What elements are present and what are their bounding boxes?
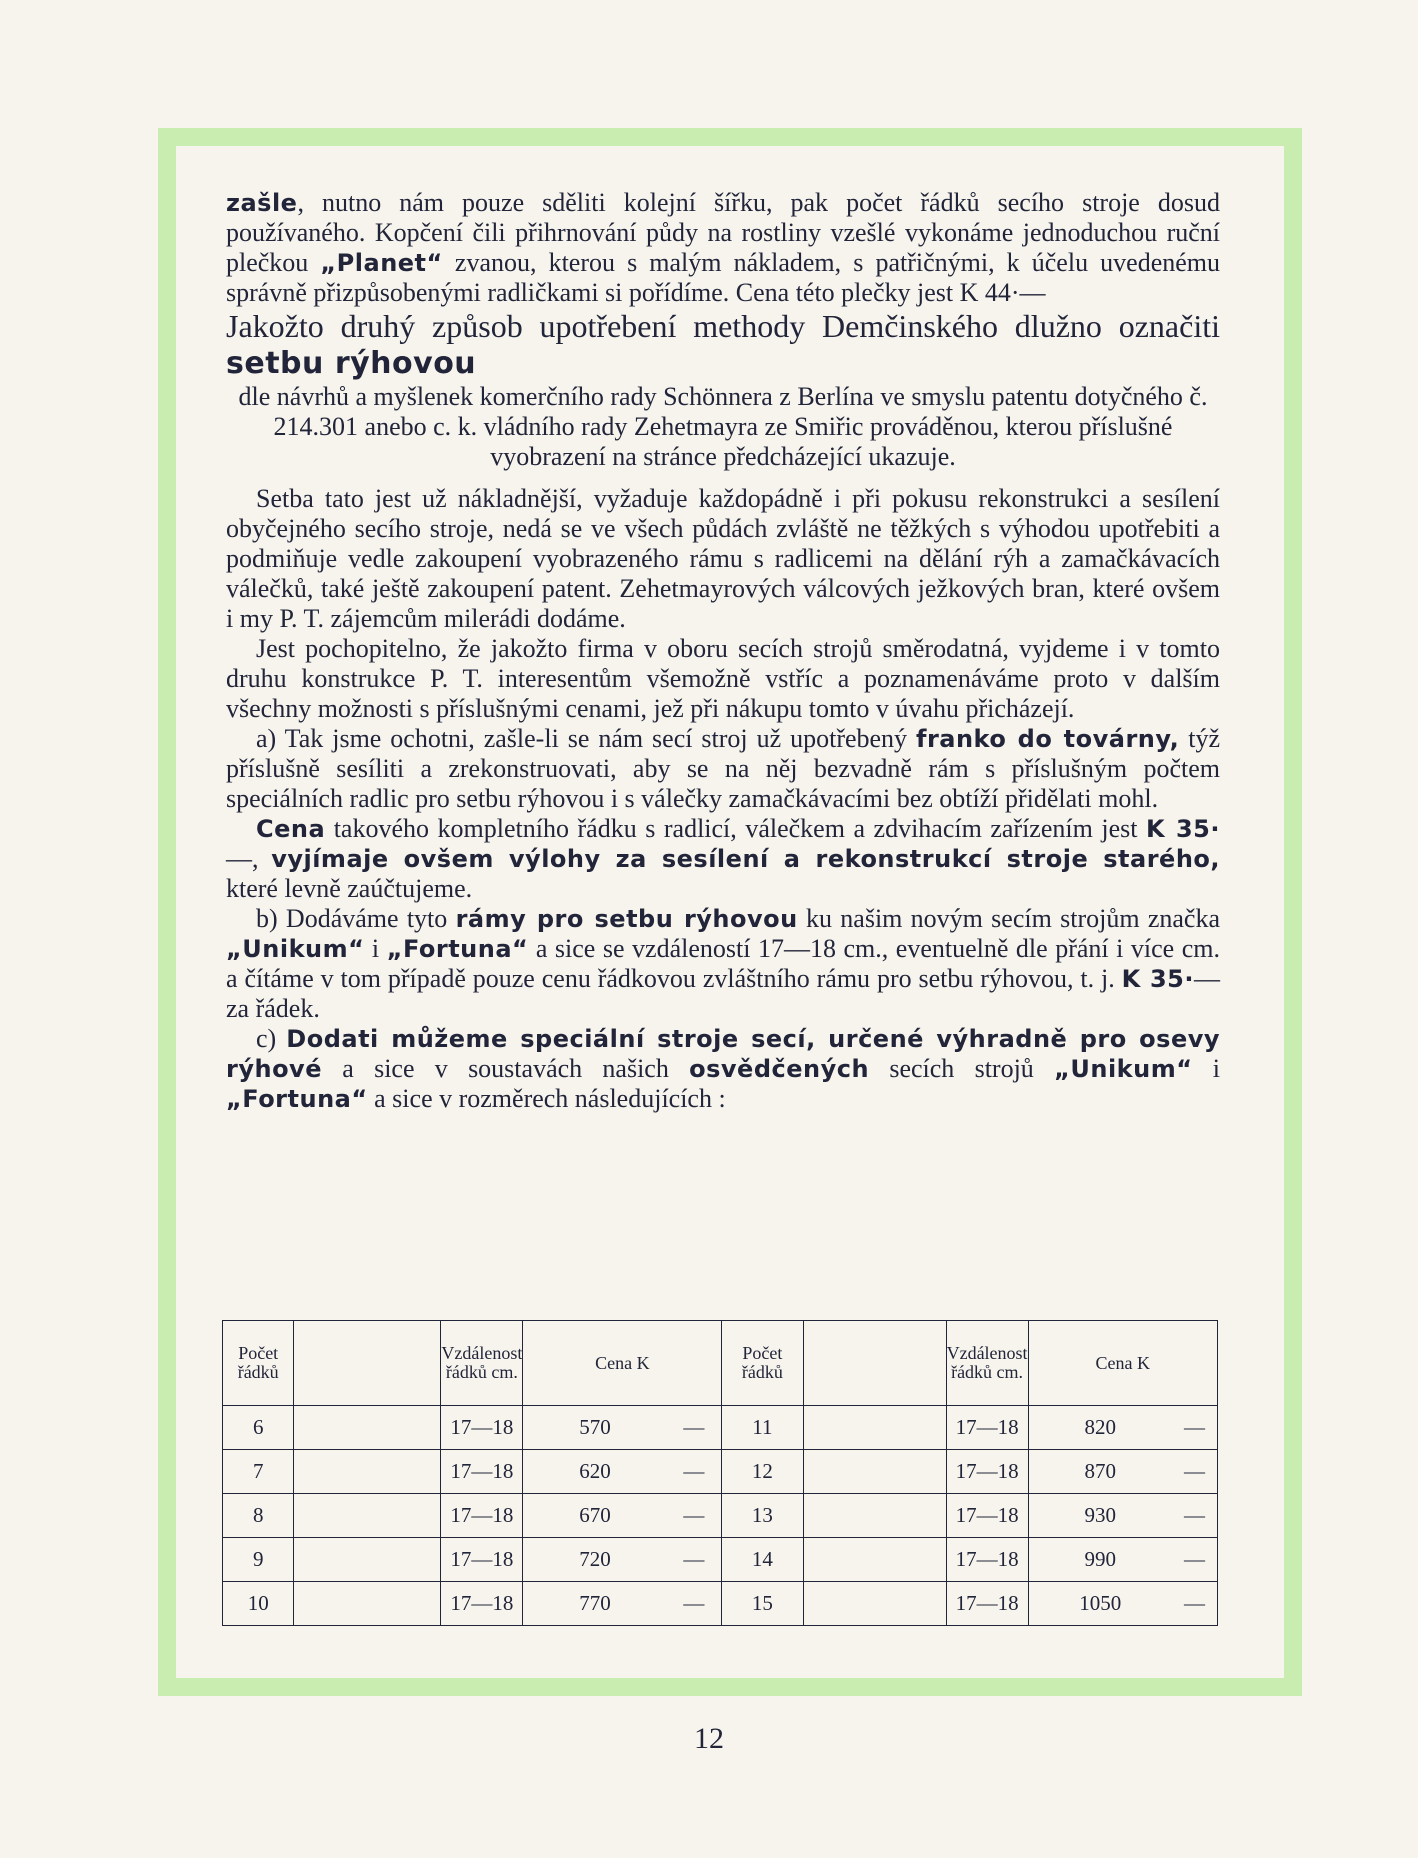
cell-blank	[803, 1582, 946, 1626]
paragraph-1	[226, 188, 1220, 308]
text: a sice v soustavách našich	[321, 1054, 690, 1083]
bold-text: Cena	[256, 815, 326, 843]
cell-price: 720	[523, 1538, 667, 1582]
text: a sice se vzdáleností 17—18 cm., eventuelně dle přání i více cm. a čítáme v tom případě pouze cenu řádkovou zvláštního rámu pro setbu rýhovou, t. j.	[226, 934, 1220, 993]
cell-dash: —	[667, 1494, 722, 1538]
cell-price: 770	[523, 1582, 667, 1626]
cell-rows: 9	[223, 1538, 294, 1582]
text: , nutno nám pouze sděliti kolejní šířku, pak počet řádků secího stroje dosud používaného. Kopčení čili přihrnování půdy na rostliny vzešlé vykonáme jednoduchou ruční plečkou	[226, 188, 1220, 277]
header-cena: Cena K	[1028, 1321, 1217, 1406]
header-pocet: Počet řádků	[722, 1321, 803, 1406]
cell-dash: —	[1172, 1582, 1218, 1626]
text: c)	[256, 1024, 287, 1053]
table-row	[223, 1582, 1218, 1626]
table-row	[223, 1406, 1218, 1450]
cell-blank	[294, 1406, 441, 1450]
cell-dash: —	[667, 1450, 722, 1494]
bold-text: „Fortuna“	[386, 935, 529, 963]
text: takového kompletního řádku s radlicí, válečkem a zdvihacím zařízením jest	[325, 814, 1146, 843]
cell-blank	[803, 1538, 946, 1582]
cell-dash: —	[1172, 1406, 1218, 1450]
heading-text: Jakožto druhý způsob upotřebení methody Demčinského dlužno označiti	[226, 308, 1220, 344]
cell-rows: 14	[722, 1538, 803, 1582]
cell-price: 670	[523, 1494, 667, 1538]
header-vzdalenost: Vzdálenost řádků cm.	[946, 1321, 1028, 1406]
cell-spacing: 17—18	[441, 1406, 523, 1450]
table-row	[223, 1494, 1218, 1538]
cell-dash: —	[667, 1538, 722, 1582]
cell-dash: —	[1172, 1538, 1218, 1582]
bold-text: zašle	[226, 189, 298, 217]
header-blank	[803, 1321, 946, 1406]
bold-text: „Unikum“	[1054, 1055, 1193, 1083]
cell-dash: —	[1172, 1494, 1218, 1538]
text: zvanou, kterou s malým nákladem, s patřičnými, k účelu uvedenému správně přizpůsobenými radličkami si pořídíme. Cena této plečky jest K 44·—	[226, 248, 1221, 307]
header-pocet: Počet řádků	[223, 1321, 294, 1406]
cell-blank	[294, 1494, 441, 1538]
header-cena: Cena K	[523, 1321, 722, 1406]
cell-spacing: 17—18	[946, 1538, 1028, 1582]
cell-rows: 8	[223, 1494, 294, 1538]
bold-text: „Fortuna“	[226, 1085, 368, 1113]
bold-text: vyjímaje ovšem výlohy za sesílení a rekonstrukcí stroje starého,	[271, 845, 1221, 873]
page-text	[226, 188, 1220, 1114]
cell-blank	[294, 1538, 441, 1582]
paragraph-c	[226, 1024, 1220, 1114]
text: i	[364, 934, 387, 963]
cell-dash: —	[667, 1582, 722, 1626]
paragraph-3: Setba tato jest už nákladnější, vyžaduje každopádně i při pokusu rekonstrukci a sesílení obyčejného secího stroje, nedá se ve všech půdách zvláště ne těžkých s výhodou upotřebiti a podmiňuje vedle zakoupení vyobrazeného rámu s radlicemi na dělání rýh a zamačkávacích válečků, také ještě zakoupení patent. Zehetmayrových válcových ježkových bran, které ovšem i my P. T. zájemcům milerádi dodáme.	[226, 484, 1220, 633]
cell-spacing: 17—18	[441, 1450, 523, 1494]
text: — za řádek.	[226, 964, 1220, 1023]
text: které levně zaúčtujeme.	[226, 874, 473, 903]
text: a sice v rozměrech následujících :	[367, 1084, 726, 1113]
heading-bold: setbu rýhovou	[226, 346, 477, 381]
cell-spacing: 17—18	[441, 1582, 523, 1626]
text: ku našim novým secím strojům značka	[797, 904, 1220, 933]
text: —,	[226, 844, 272, 873]
cell-price: 1050	[1028, 1582, 1172, 1626]
text: i	[1192, 1054, 1221, 1083]
bold-text: Dodati můžeme speciální stroje secí, určené výhradně pro osevy rýhové	[226, 1025, 1221, 1083]
cell-blank	[803, 1450, 946, 1494]
cell-spacing: 17—18	[946, 1450, 1028, 1494]
text: a) Tak jsme ochotni, zašle-li se nám secí stroj už upotřebený	[256, 724, 916, 753]
table-row	[223, 1450, 1218, 1494]
header-blank	[294, 1321, 441, 1406]
section-heading	[226, 308, 1220, 382]
cell-rows: 13	[722, 1494, 803, 1538]
bold-text: „Planet“	[320, 249, 443, 277]
paragraph-b	[226, 904, 1220, 1024]
cell-price: 990	[1028, 1538, 1172, 1582]
cell-price: 620	[523, 1450, 667, 1494]
cell-spacing: 17—18	[946, 1494, 1028, 1538]
bold-text: „Unikum“	[226, 935, 365, 963]
bold-text: osvědčených	[689, 1055, 870, 1083]
paragraph-price	[226, 814, 1220, 904]
bold-text: K 35·	[1121, 965, 1194, 993]
cell-dash: —	[667, 1406, 722, 1450]
cell-blank	[803, 1406, 946, 1450]
cell-rows: 6	[223, 1406, 294, 1450]
page-number: 12	[694, 1722, 724, 1755]
text: b) Dodáváme tyto	[256, 904, 456, 933]
cell-price: 870	[1028, 1450, 1172, 1494]
cell-rows: 15	[722, 1582, 803, 1626]
table-row	[223, 1538, 1218, 1582]
cell-rows: 10	[223, 1582, 294, 1626]
cell-rows: 12	[722, 1450, 803, 1494]
cell-price: 570	[523, 1406, 667, 1450]
text: secích strojů	[869, 1054, 1055, 1083]
text: týž příslušně sesíliti a zrekonstruovati, aby se na něj bezvadně rám s příslušným počtem speciálních radlic pro setbu rýhovou i s válečky zamačkávacími bez obtíží přidělati mohl.	[226, 724, 1220, 813]
cell-blank	[803, 1494, 946, 1538]
cell-rows: 11	[722, 1406, 803, 1450]
cell-blank	[294, 1582, 441, 1626]
header-vzdalenost: Vzdálenost řádků cm.	[441, 1321, 523, 1406]
paragraph-a	[226, 724, 1220, 814]
bold-text: K 35·	[1146, 815, 1220, 843]
dimensions-table	[222, 1320, 1218, 1626]
cell-blank	[294, 1450, 441, 1494]
paragraph-2: dle návrhů a myšlenek komerčního rady Schönnera z Berlína ve smyslu patentu dotyčného č. 214.301 anebo c. k. vládního rady Zehetmayra ze Smiřic prováděnou, kterou příslušné vyobrazení na stránce předcházející ukazuje.	[238, 382, 1208, 471]
cell-rows: 7	[223, 1450, 294, 1494]
bold-text: rámy pro setbu rýhovou	[455, 905, 798, 933]
paragraph-4: Jest pochopitelno, že jakožto firma v oboru secích strojů směrodatná, vyjdeme i v tomto druhu konstrukce P. T. interesentům všemožně vstříc a poznamenáváme proto v dalším všechny možnosti s příslušnými cenami, jež při nákupu tomto v úvahu přicházejí.	[226, 634, 1220, 723]
bold-text: franko do továrny,	[916, 725, 1180, 753]
cell-spacing: 17—18	[441, 1494, 523, 1538]
cell-dash: —	[1172, 1450, 1218, 1494]
cell-spacing: 17—18	[946, 1582, 1028, 1626]
cell-price: 930	[1028, 1494, 1172, 1538]
cell-spacing: 17—18	[441, 1538, 523, 1582]
table-header-row	[223, 1321, 1218, 1406]
cell-spacing: 17—18	[946, 1406, 1028, 1450]
cell-price: 820	[1028, 1406, 1172, 1450]
